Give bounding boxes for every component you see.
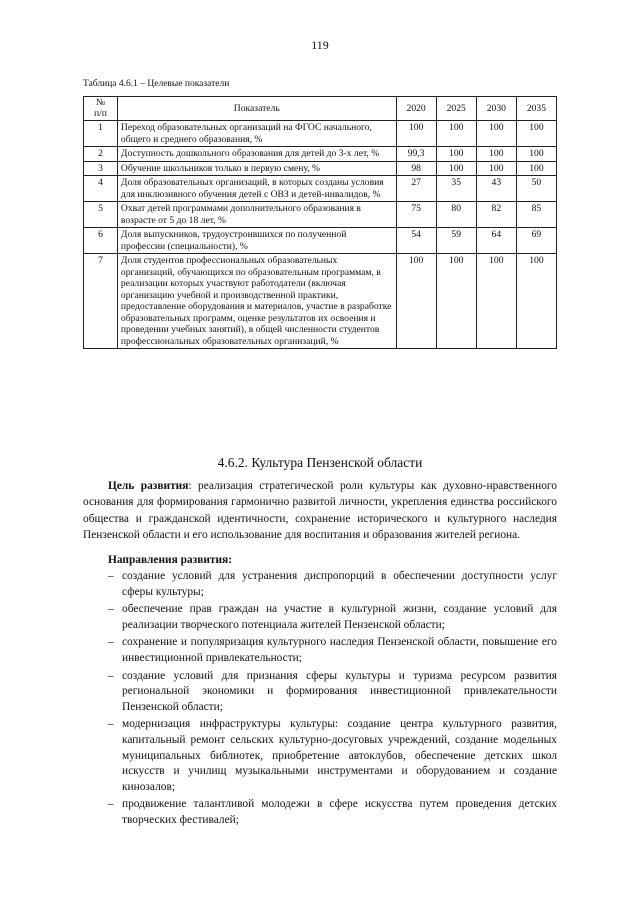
goal-paragraph	[83, 478, 557, 543]
row-value-2030: 64	[476, 228, 516, 254]
list-item-text: создание условий для устранения диспропорций в обеспечении доступности услуг сферы культуры;	[122, 570, 557, 598]
row-value-2025: 100	[436, 121, 476, 147]
row-indicator: Доступность дошкольного образования для детей до 3-х лет, %	[117, 147, 396, 162]
row-value-2030: 100	[476, 161, 516, 176]
header-number-symbol: №	[95, 97, 106, 108]
row-number: 3	[84, 161, 118, 176]
list-item	[83, 569, 557, 600]
row-indicator: Охват детей программами дополнительного образования в возрасте от 5 до 18 лет, %	[117, 202, 396, 228]
row-value-2020: 54	[396, 228, 436, 254]
row-value-2030: 100	[476, 121, 516, 147]
row-indicator: Доля студентов профессиональных образовательных организаций, обучающихся по образовательным программам, в реализации которых участвуют работодатели (включая организацию учебной и производственной практики, предоставление оборудования и материалов, участие в разработке образовательных программ, оценке результатов их освоения и проведении учебных занятий), в общей численности студентов профессиональных образовательных организаций, %	[117, 254, 396, 349]
table-row	[84, 121, 557, 147]
row-value-2035: 85	[516, 202, 556, 228]
list-dash: –	[108, 669, 114, 682]
table-row	[84, 176, 557, 202]
list-dash: –	[108, 603, 114, 616]
row-value-2035: 69	[516, 228, 556, 254]
row-value-2035: 100	[516, 121, 556, 147]
row-value-2025: 100	[436, 161, 476, 176]
goal-label: Цель развития	[108, 480, 189, 492]
row-number: 2	[84, 147, 118, 162]
target-indicators-table	[83, 96, 557, 349]
directions-title-text: Направления развития	[108, 554, 229, 566]
row-value-2025: 35	[436, 176, 476, 202]
row-number: 6	[84, 228, 118, 254]
row-value-2020: 100	[396, 121, 436, 147]
row-value-2025: 100	[436, 147, 476, 162]
section-title: 4.6.2. Культура Пензенской области	[217, 455, 423, 470]
table-row	[84, 254, 557, 349]
header-indicator: Показатель	[117, 97, 396, 121]
row-number: 5	[84, 202, 118, 228]
header-year-2030: 2030	[476, 97, 516, 121]
goal-text: : реализация стратегической роли культуры как духовно-нравственного основания для формирования гармонично развитой личности, укрепления единства российского общества и гражданской идентичности, сохранение исторического и культурного наследия Пензенской области и его использование для воспитания и образования жителей региона.	[83, 480, 558, 541]
row-value-2020: 100	[396, 254, 436, 349]
row-value-2035: 100	[516, 147, 556, 162]
row-value-2020: 99,3	[396, 147, 436, 162]
row-value-2030: 43	[476, 176, 516, 202]
directions-title	[108, 554, 232, 566]
list-item-text: сохранение и популяризация культурного наследия Пензенской области, повышение его инвестиционной привлекательности;	[122, 636, 557, 664]
list-dash: –	[108, 570, 114, 582]
list-item	[83, 635, 557, 666]
list-item	[83, 797, 557, 828]
header-year-2025: 2025	[436, 97, 476, 121]
row-indicator: Доля образовательных организаций, в которых созданы условия для инклюзивного обучения детей с ОВЗ и детей-инвалидов, %	[117, 176, 396, 202]
list-item	[83, 669, 557, 716]
list-dash: –	[108, 798, 114, 811]
list-item-text: создание условий для признания сферы культуры и туризма ресурсом развития региональной экономики и формирования инвестиционной привлекательности Пензенской области;	[122, 669, 557, 713]
directions-list	[83, 569, 557, 831]
row-number: 7	[84, 254, 118, 349]
table-caption: Таблица 4.6.1 – Целевые показатели	[83, 79, 230, 89]
row-indicator: Переход образовательных организаций на ФГОС начального, общего и среднего образования, %	[117, 121, 396, 147]
table-row	[84, 228, 557, 254]
list-item-text: обеспечение прав граждан на участие в культурной жизни, создание условий для реализации творческого потенциала жителей Пензенской области;	[122, 603, 557, 631]
row-value-2025: 59	[436, 228, 476, 254]
row-value-2030: 100	[476, 147, 516, 162]
row-value-2030: 82	[476, 202, 516, 228]
row-value-2025: 100	[436, 254, 476, 349]
row-value-2035: 100	[516, 254, 556, 349]
table-row	[84, 202, 557, 228]
list-item-text: модернизация инфраструктуры культуры: создание центра культурного развития, капитальный ремонт сельских культурно-досуговых учреждений, создание модельных муниципальных библиотек, приобретение автоклубов, обеспечение детских школ искусств и училищ музыкальными инструментами и оборудованием и создание кинозалов;	[122, 718, 557, 793]
list-dash: –	[108, 636, 114, 649]
page-number: 119	[311, 38, 329, 52]
list-item-text: продвижение талантливой молодежи в сфере искусства путем проведения детских творческих фестивалей;	[122, 798, 557, 826]
row-indicator: Доля выпускников, трудоустроившихся по полученной профессии (специальности), %	[117, 228, 396, 254]
table-row	[84, 161, 557, 176]
list-item	[83, 602, 557, 633]
row-value-2035: 100	[516, 161, 556, 176]
row-value-2020: 27	[396, 176, 436, 202]
list-dash: –	[108, 718, 114, 731]
row-number: 4	[84, 176, 118, 202]
header-number	[84, 97, 118, 121]
row-value-2020: 75	[396, 202, 436, 228]
directions-title-colon: :	[228, 554, 233, 566]
row-value-2030: 100	[476, 254, 516, 349]
row-value-2035: 50	[516, 176, 556, 202]
row-value-2020: 98	[396, 161, 436, 176]
row-indicator: Обучение школьников только в первую смену, %	[117, 161, 396, 176]
row-number: 1	[84, 121, 118, 147]
table-row	[84, 147, 557, 162]
header-number-abbr: п/п	[93, 107, 107, 119]
header-year-2020: 2020	[396, 97, 436, 121]
row-value-2025: 80	[436, 202, 476, 228]
list-item	[83, 717, 557, 795]
header-year-2035: 2035	[516, 97, 556, 121]
table-header-row	[84, 97, 557, 121]
